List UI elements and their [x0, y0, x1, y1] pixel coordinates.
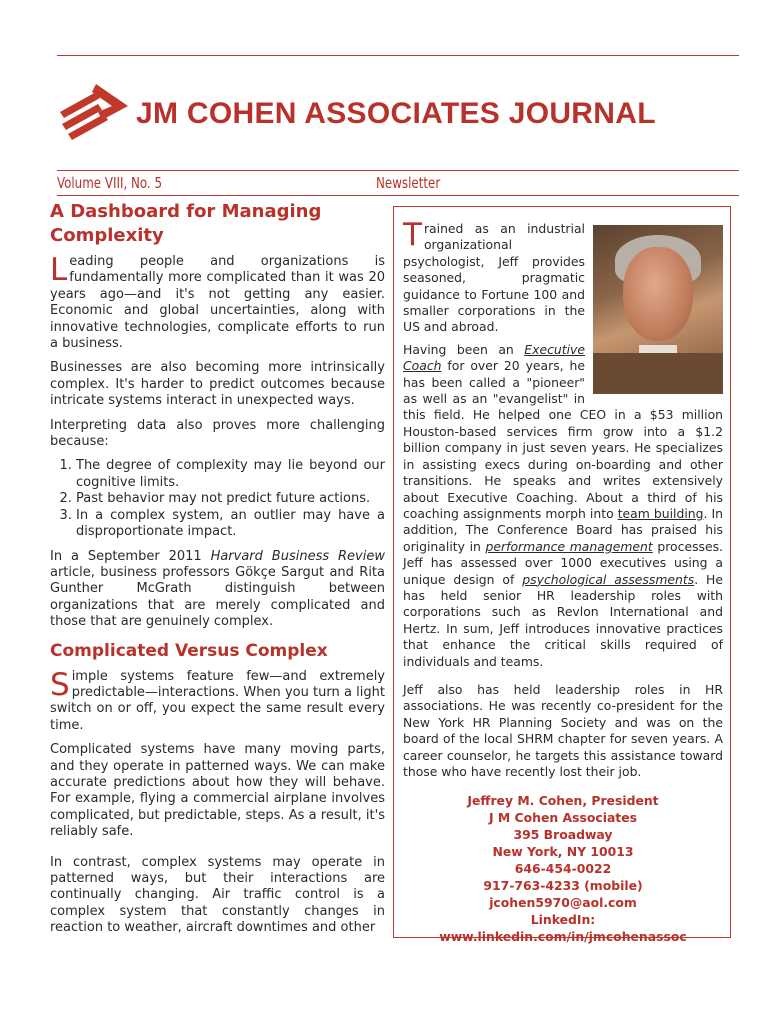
section2-paragraph-3: In contrast, complex systems may operate in patterned ways, but their interactions are continually changing. Air traffic control is a complex system that constantly changes in reaction to weather, aircraft downtimes and other [50, 854, 385, 936]
section2-paragraph-2: Complicated systems have many moving parts, and they operate in patterned ways. We can make accurate predictions about how they will behave. For example, flying a commercial airplane involves complicated, but predictable, steps. As a result, it's reliably safe. [50, 742, 385, 840]
contact-block [403, 792, 723, 945]
contact-email[interactable]: jcohen5970@aol.com [489, 895, 637, 911]
bio-text-2c: . In addition, The Conference Board has praised his originality in [403, 505, 723, 554]
section2-text-1: imple systems feature few—and extremely predictable—interactions. When you turn a light switch on or off, you expect the same result every time. [50, 668, 385, 733]
list-item: 1. The degree of complexity may lie beyond our cognitive limits. [76, 458, 385, 491]
performance-management-link[interactable]: performance management [485, 538, 653, 554]
paragraph-3: Interpreting data also proves more challenging because: [50, 417, 385, 450]
contact-street: 395 Broadway [513, 827, 613, 843]
intro-paragraph [50, 254, 385, 352]
contact-phone: 646-454-0022 [514, 861, 612, 877]
contact-name: Jeffrey M. Cohen, President [467, 793, 659, 809]
bio-sidebar [393, 206, 731, 945]
newsletter-label: Newsletter [376, 174, 441, 192]
main-article [50, 200, 385, 945]
section2-paragraph-1 [50, 666, 385, 735]
volume-top-rule [57, 170, 739, 171]
bio-text-2e: . He has held senior HR leadership roles with corporations such as Revlon International and Hertz. In sum, Jeff introduces innovative practices that enhance the critical skills required of individuals and teams. [403, 571, 723, 669]
executive-coach-link[interactable]: Executive Coach [403, 341, 585, 374]
contact-city: New York, NY 10013 [492, 844, 634, 860]
intro-dropcap: L [50, 252, 68, 288]
masthead-title: JM COHEN ASSOCIATES JOURNAL [136, 97, 656, 130]
list-item: 2. Past behavior may not predict future actions. [76, 491, 385, 507]
bio-text-2a: Having been an [403, 341, 525, 357]
article-title: A Dashboard for Managing Complexity [50, 201, 322, 246]
paragraph-2: Businesses are also becoming more intrinsically complex. It's harder to predict outcomes because intricate systems interact in unexpected ways. [50, 360, 385, 409]
section-heading: Complicated Versus Complex [50, 640, 328, 661]
bio-text-2b: for over 20 years, he has been called a "pioneer" as well as an "evangelist" in this field. He helped one CEO in a $53 million Houston-based services firm grow into a $1.2 billion company in just seven years. He specializes in assisting execs during on-boarding and other transitions. He speaks and writes extensively about Executive Coaching. About a third of his coaching assignments morph into [403, 358, 723, 521]
portrait-photo [593, 225, 723, 394]
p4-text-a: In a September 2011 [50, 548, 211, 564]
contact-mobile: 917-763-4233 (mobile) [483, 878, 643, 894]
challenge-list [50, 458, 385, 540]
volume-label: Volume VIII, No. 5 [57, 174, 163, 192]
bio-paragraph-3: Jeff also has held leadership roles in HR associations. He was recently co-president for the New York HR Planning Society and was on the board of the local SHRM chapter for seven years. A career counselor, he targets this assistance toward those who have recently lost their job. [403, 681, 723, 779]
bio-text-1: rained as an industrial organizational psychologist, Jeff provides seasoned, pragmatic guidance to Fortune 100 and smaller corporations in the US and abroad. [403, 221, 585, 335]
bio-text-2d: processes. Jeff has assessed over 1000 executives using a unique design of [403, 538, 723, 587]
linkedin-label: LinkedIn: [530, 912, 596, 928]
top-rule [57, 55, 739, 56]
arrows-logo-icon [58, 80, 130, 142]
linkedin-link[interactable]: www.linkedin.com/in/jmcohenassoc [439, 929, 687, 945]
volume-bottom-rule [57, 195, 739, 196]
intro-text: eading people and organizations is fundamentally more complicated than it was 20 years ago—and it's not getting any easier. Economic and global uncertainties, along with innovative technologies, complicate efforts to run a business. [50, 254, 385, 352]
journal-name: Harvard Business Review [210, 548, 385, 564]
list-item: 3. In a complex system, an outlier may have a disproportionate impact. [76, 508, 385, 541]
p4-text-b: article, business professors Gökçe Sargut and Rita Gunther McGrath distinguish between organizations that are merely complicated and those that are genuinely complex. [50, 564, 385, 630]
paragraph-4 [50, 549, 385, 631]
contact-company: J M Cohen Associates [488, 810, 638, 826]
psychological-assessments-link[interactable]: psychological assessments [522, 571, 695, 587]
section2-dropcap: S [50, 666, 70, 703]
team-building-link[interactable]: team building [617, 505, 704, 521]
bio-dropcap: T [403, 217, 422, 253]
